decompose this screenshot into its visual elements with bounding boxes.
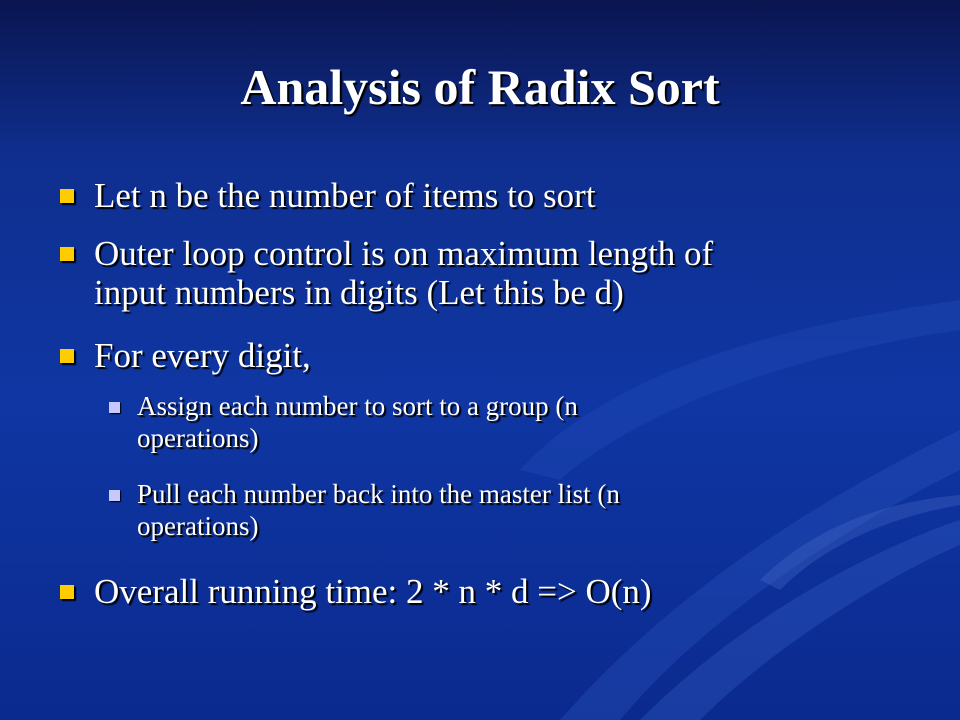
bullet-text-line: Assign each number to sort to a group (n (137, 391, 578, 421)
bullet-square-icon (60, 585, 74, 599)
bullet-text (94, 234, 894, 312)
bullet-text-line: operations) (137, 511, 259, 542)
bullet-text-line: Pull each number back into the master list (n (137, 479, 620, 509)
bullet-text: For every digit, (94, 336, 311, 375)
bullet-text: Let n be the number of items to sort (94, 176, 596, 215)
bullet-square-icon (60, 349, 74, 363)
sub-bullet-text (137, 390, 857, 455)
bullet-text-line: operations) (137, 423, 259, 454)
bullet-square-icon (60, 189, 74, 203)
bullet-text-line: input numbers in digits (Let this be d) (94, 273, 624, 313)
bullet-text-line: Outer loop control is on maximum length of (94, 234, 714, 273)
bullet-text: Overall running time: 2 * n * d => O(n) (94, 572, 652, 611)
sub-bullet-text (137, 478, 857, 543)
bullet-square-icon (60, 247, 74, 261)
sub-bullet-square-icon (109, 402, 120, 413)
sub-bullet-square-icon (109, 490, 120, 501)
slide-title: Analysis of Radix Sort (240, 59, 720, 115)
